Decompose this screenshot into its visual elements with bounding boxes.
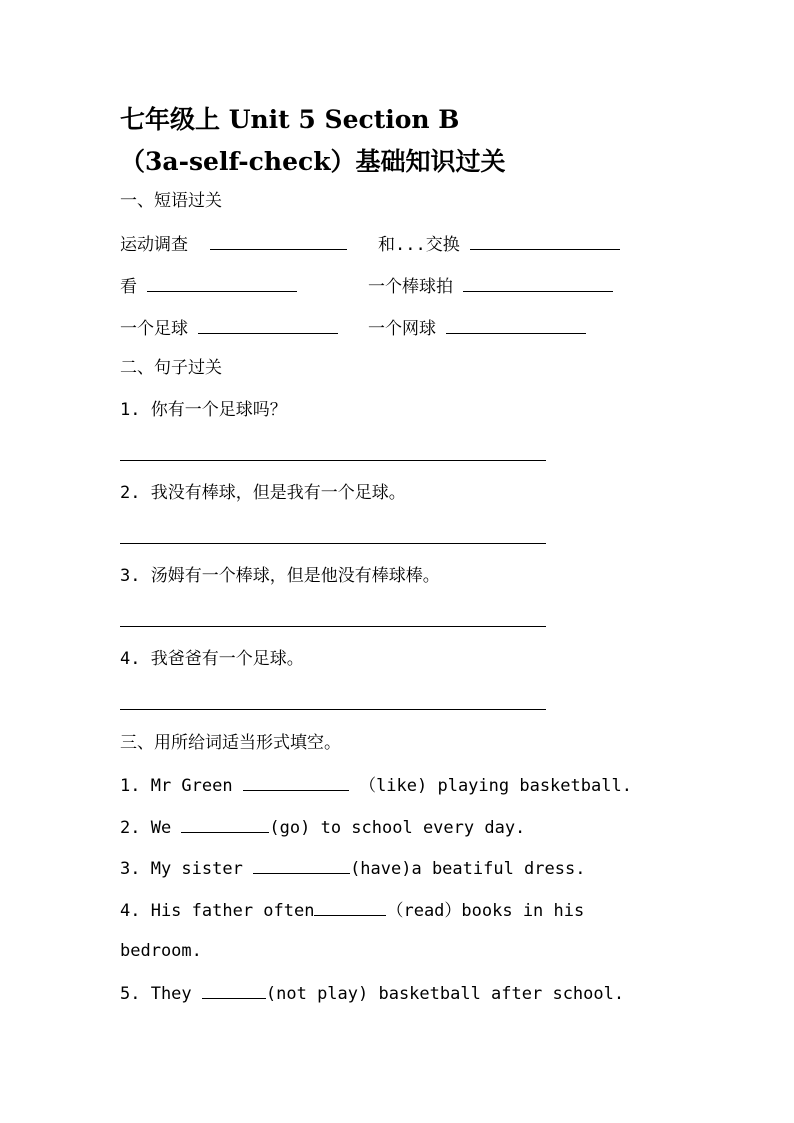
item-text: 2. We xyxy=(120,818,182,838)
phrase-row-1-left xyxy=(120,232,347,256)
phrase-label: 一个足球 xyxy=(120,319,188,339)
item-text: （like) playing basketball. xyxy=(348,776,632,796)
fill-item-2 xyxy=(120,815,525,839)
title-line-2: （3a-self-check）基础知识过关 xyxy=(120,147,506,176)
fill-item-3 xyxy=(120,856,585,880)
answer-blank[interactable] xyxy=(210,232,347,250)
fill-item-1 xyxy=(120,773,632,797)
section-1-heading: 一、短语过关 xyxy=(120,191,222,211)
answer-line[interactable] xyxy=(120,626,546,627)
phrase-row-3-right xyxy=(368,316,586,340)
answer-line[interactable] xyxy=(120,460,546,461)
answer-blank[interactable] xyxy=(181,815,269,833)
answer-blank[interactable] xyxy=(470,232,620,250)
phrase-row-2-left xyxy=(120,274,297,298)
answer-line[interactable] xyxy=(120,709,546,710)
phrase-row-2-right xyxy=(368,274,613,298)
fill-item-4 xyxy=(120,898,584,922)
phrase-label: 运动调查 xyxy=(120,235,188,255)
fill-item-5 xyxy=(120,981,624,1005)
answer-blank[interactable] xyxy=(147,274,297,292)
answer-blank[interactable] xyxy=(253,856,350,874)
section-2-heading: 二、句子过关 xyxy=(120,358,222,378)
answer-blank[interactable] xyxy=(198,316,338,334)
item-text: 3. My sister xyxy=(120,859,254,879)
answer-blank[interactable] xyxy=(202,981,266,999)
phrase-row-3-left xyxy=(120,316,338,340)
item-text: 1. Mr Green xyxy=(120,776,243,796)
answer-blank[interactable] xyxy=(446,316,586,334)
phrase-row-1-right xyxy=(378,232,620,256)
phrase-label: 和...交换 xyxy=(378,235,460,255)
answer-blank[interactable] xyxy=(314,898,386,916)
title-line-1: 七年级上 Unit 5 Section B xyxy=(120,105,460,134)
answer-blank[interactable] xyxy=(463,274,613,292)
sentence-3: 3. 汤姆有一个棒球，但是他没有棒球棒。 xyxy=(120,566,440,586)
phrase-label: 一个棒球拍 xyxy=(368,277,453,297)
item-text: （read）books in his xyxy=(386,901,585,921)
phrase-label: 一个网球 xyxy=(368,319,436,339)
item-text: 5. They xyxy=(120,984,202,1004)
answer-blank[interactable] xyxy=(243,773,349,791)
item-text: (go) to school every day. xyxy=(269,818,526,838)
fill-item-4-continued: bedroom. xyxy=(120,941,202,961)
item-text: 4. His father often xyxy=(120,901,315,921)
item-text: (not play) basketball after school. xyxy=(265,984,625,1004)
sentence-4: 4. 我爸爸有一个足球。 xyxy=(120,649,304,669)
section-3-heading: 三、用所给词适当形式填空。 xyxy=(120,733,341,753)
sentence-2: 2. 我没有棒球，但是我有一个足球。 xyxy=(120,483,406,503)
item-text: (have)a beatiful dress. xyxy=(350,859,586,879)
sentence-1: 1. 你有一个足球吗？ xyxy=(120,400,287,420)
phrase-label: 看 xyxy=(120,277,137,297)
answer-line[interactable] xyxy=(120,543,546,544)
